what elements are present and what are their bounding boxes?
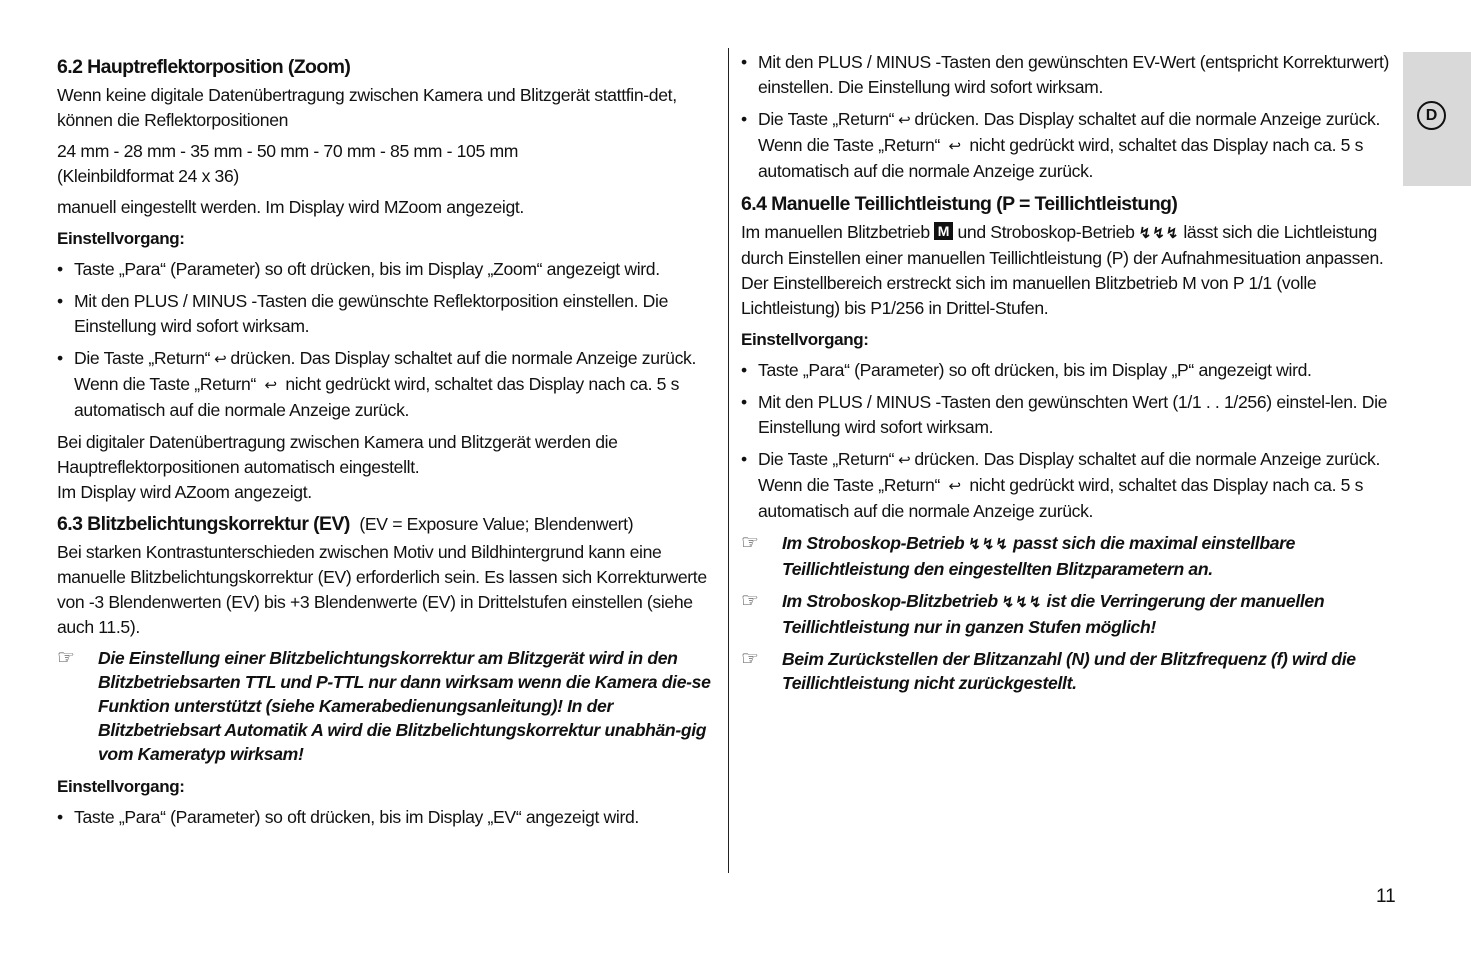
section-6-3-note: ☞ Die Einstellung einer Blitzbelichtungskorrektur am Blitzgerät wird in den Blitzbetriebsarten TTL und P-TTL nur dann wirksam wenn die Kamera die-se Funktion unterstützt (siehe Kamerabedienungsanleitung)! In der Blitzbetriebsart Automatik A wird die Blitzbelichtungskorrektur unabhän-gig vom Kameratyp wirksam! [57,647,711,764]
zoom-format-note: (Kleinbildformat 24 x 36) [57,166,239,186]
section-6-4-heading: 6.4 Manuelle Teillichtleistung (P = Teillichtleistung) [741,193,1178,215]
section-6-2-heading: 6.2 Hauptreflektorposition (Zoom) [57,56,351,78]
column-divider [728,48,729,873]
section-6-4-note-3: ☞ Beim Zurückstellen der Blitzanzahl (N) und der Blitzfrequenz (f) wird die Teillichtleistung nicht zurückgestellt. [741,648,1356,693]
pointing-hand-icon: ☞ [741,648,759,670]
section-6-4-note-1: ☞ Im Stroboskop-Betrieb ↯↯↯ passt sich die maximal einstellbare Teillichtleistung den eingestellten Blitzparametern an. [741,532,1296,579]
section-6-2-steps [57,257,717,423]
section-6-3-heading: 6.3 Blitzbelichtungskorrektur (EV) (EV = Exposure Value; Blendenwert) [57,513,634,535]
stroboscope-icon: ↯↯↯ [1138,225,1180,242]
section-6-3-paragraph-1: Bei starken Kontrastunterschieden zwischen Motiv und Bildhintergrund kann eine manuelle Blitzbelichtungskorrektur (EV) erforderlich sein. Es lassen sich Korrekturwerte von -3 Blendenwerten (EV) bis +3 Blendenwerte (EV) in Drittelstufen einstellen (siehe auch 11.5). [57,542,707,637]
section-6-4-steps [741,358,1396,524]
return-arrow-icon: ↩ [264,377,277,394]
list-item: • Die Taste „Return“ ↩ drücken. Das Display schaltet auf die normale Anzeige zurück. Wenn die Taste „Return“ ↩ nicht gedrückt wird, schaltet das Display nach ca. 5 s automatisch auf die normale Anzeige zurück. [741,447,1396,524]
right-column [741,50,1396,703]
section-6-3-subheading: Einstellvorgang: [57,777,185,796]
list-item: • Mit den PLUS / MINUS -Tasten den gewünschten EV-Wert (entspricht Korrekturwert) einstellen. Die Einstellung wird sofort wirksam. [741,50,1396,100]
section-6-4-subheading: Einstellvorgang: [741,330,869,349]
return-arrow-icon: ↩ [898,452,911,469]
section-6-2-paragraph-4: Bei digitaler Datenübertragung zwischen Kamera und Blitzgerät werden die Hauptreflektorpositionen automatisch eingestellt. Im Display wird AZoom angezeigt. [57,432,618,502]
section-6-4-note-2: ☞ Im Stroboskop-Blitzbetrieb ↯↯↯ ist die Verringerung der manuellen Teillichtleistung nur in ganzen Stufen möglich! [741,590,1325,637]
return-arrow-icon: ↩ [948,478,961,495]
return-arrow-icon: ↩ [898,112,911,129]
section-6-3-heading-aside: (EV = Exposure Value; Blendenwert) [359,514,634,534]
list-item: • Mit den PLUS / MINUS -Tasten den gewünschten Wert (1/1 . . 1/256) einstel-len. Die Einstellung wird sofort wirksam. [741,390,1396,440]
stroboscope-icon: ↯↯↯ [1001,594,1043,611]
list-item: • Die Taste „Return“ ↩ drücken. Das Display schaltet auf die normale Anzeige zurück. Wenn die Taste „Return“ ↩ nicht gedrückt wird, schaltet das Display nach ca. 5 s automatisch auf die normale Anzeige zurück. [741,107,1396,184]
language-tab-letter: D [1417,101,1446,130]
return-arrow-icon: ↩ [214,351,227,368]
list-item: • Taste „Para“ (Parameter) so oft drücken, bis im Display „P“ angezeigt wird. [741,358,1396,383]
page-number: 11 [1376,886,1396,907]
list-item: • Taste „Para“ (Parameter) so oft drücken, bis im Display „Zoom“ angezeigt wird. [57,257,717,282]
section-6-3-steps-continued [741,50,1396,184]
pointing-hand-icon: ☞ [741,590,759,612]
return-arrow-icon: ↩ [948,138,961,155]
section-6-2-paragraph-3: manuell eingestellt werden. Im Display wird MZoom angezeigt. [57,197,524,217]
zoom-positions-list: 24 mm - 28 mm - 35 mm - 50 mm - 70 mm - 85 mm - 105 mm [57,141,519,161]
list-item: • Mit den PLUS / MINUS -Tasten die gewünschte Reflektorposition einstellen. Die Einstellung wird sofort wirksam. [57,289,717,339]
list-item: • Die Taste „Return“ ↩ drücken. Das Display schaltet auf die normale Anzeige zurück. Wenn die Taste „Return“ ↩ nicht gedrückt wird, schaltet das Display nach ca. 5 s automatisch auf die normale Anzeige zurück. [57,346,717,423]
pointing-hand-icon: ☞ [741,532,759,554]
section-6-3-steps [57,805,717,830]
section-6-2-subheading: Einstellvorgang: [57,229,185,248]
zoom-positions [57,139,717,189]
list-item: • Taste „Para“ (Parameter) so oft drücken, bis im Display „EV“ angezeigt wird. [57,805,717,830]
pointing-hand-icon: ☞ [57,647,75,669]
section-6-4-paragraph-1: Im manuellen Blitzbetrieb M und Stroboskop-Betrieb ↯↯↯ lässt sich die Lichtleistung durch Einstellen einer manuellen Teillichtleistung (P) der Aufnahmesituation anpassen. Der Einstellbereich erstreckt sich im manuellen Blitzbetrieb M von P 1/1 (volle Lichtleistung) bis P1/256 in Drittel-Stufen. [741,222,1384,318]
stroboscope-icon: ↯↯↯ [968,536,1010,553]
manual-mode-badge: M [934,222,954,240]
section-6-2-paragraph-1: Wenn keine digitale Datenübertragung zwischen Kamera und Blitzgerät stattfin-det, können die Reflektorpositionen [57,85,677,130]
left-column [57,50,717,837]
